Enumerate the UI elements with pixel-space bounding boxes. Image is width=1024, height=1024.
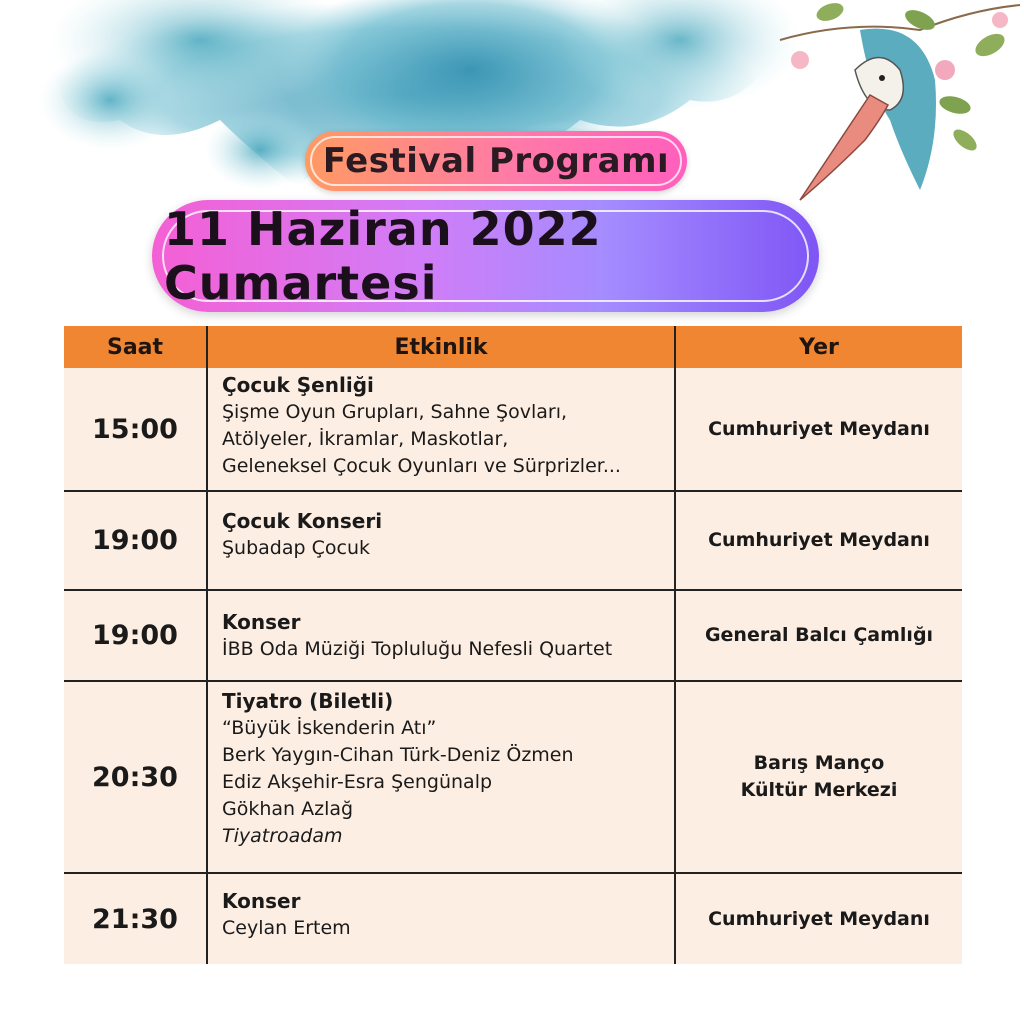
- date-title: 11 Haziran 2022 Cumartesi: [164, 202, 602, 310]
- event-detail: Geleneksel Çocuk Oyunları ve Sürprizler...: [222, 455, 621, 477]
- row-time: 19:00: [92, 620, 178, 651]
- row-event: [222, 688, 672, 850]
- festival-label-pill: [305, 131, 687, 191]
- column-header-time: Saat: [106, 334, 164, 360]
- row-place: [676, 874, 962, 964]
- event-detail: Atölyeler, İkramlar, Maskotlar,: [222, 428, 509, 450]
- schedule-table: [64, 326, 962, 964]
- table-header: [64, 326, 962, 368]
- pelican-illustration: [770, 0, 1024, 230]
- row-event: [222, 372, 672, 480]
- event-detail: Berk Yaygın-Cihan Türk-Deniz Özmen: [222, 744, 574, 766]
- row-time: 15:00: [92, 413, 178, 445]
- place-name: Cumhuriyet Meydanı: [708, 907, 930, 930]
- place-name: Barış Manço: [753, 752, 885, 774]
- event-title: Konser: [222, 610, 301, 634]
- row-place: [676, 591, 962, 680]
- place-name: Cumhuriyet Meydanı: [708, 417, 930, 440]
- event-detail: Gökhan Azlağ: [222, 798, 354, 820]
- row-place: [676, 492, 962, 589]
- row-place: [676, 368, 962, 490]
- row-time: 20:30: [92, 761, 178, 793]
- event-title: Çocuk Konseri: [222, 509, 383, 533]
- event-detail: “Büyük İskenderin Atı”: [222, 717, 437, 739]
- event-detail: Şişme Oyun Grupları, Sahne Şovları,: [222, 401, 568, 423]
- row-event: [222, 888, 672, 942]
- row-time: 21:30: [92, 903, 178, 935]
- event-company: Tiyatroadam: [222, 825, 343, 847]
- event-title: Çocuk Şenliği: [222, 373, 374, 397]
- event-detail: İBB Oda Müziği Topluluğu Nefesli Quartet: [222, 638, 613, 660]
- event-detail: Şubadap Çocuk: [222, 537, 370, 559]
- column-header-event: Etkinlik: [394, 334, 488, 360]
- event-detail: Ceylan Ertem: [222, 917, 351, 939]
- place-name: Cumhuriyet Meydanı: [708, 529, 930, 551]
- row-event: [222, 508, 672, 562]
- row-event: [222, 609, 672, 663]
- festival-label: Festival Programı: [322, 141, 670, 181]
- row-time: 19:00: [92, 525, 178, 556]
- column-header-place: Yer: [799, 334, 839, 360]
- event-title: Tiyatro (Biletli): [222, 689, 394, 713]
- place-name: Kültür Merkezi: [740, 779, 898, 801]
- place-name: General Balcı Çamlığı: [704, 624, 934, 646]
- event-title: Konser: [222, 889, 301, 913]
- row-place: [676, 682, 962, 872]
- date-banner-pill: [152, 200, 819, 312]
- column-divider: [206, 326, 208, 964]
- event-detail: Ediz Akşehir-Esra Şengünalp: [222, 771, 493, 793]
